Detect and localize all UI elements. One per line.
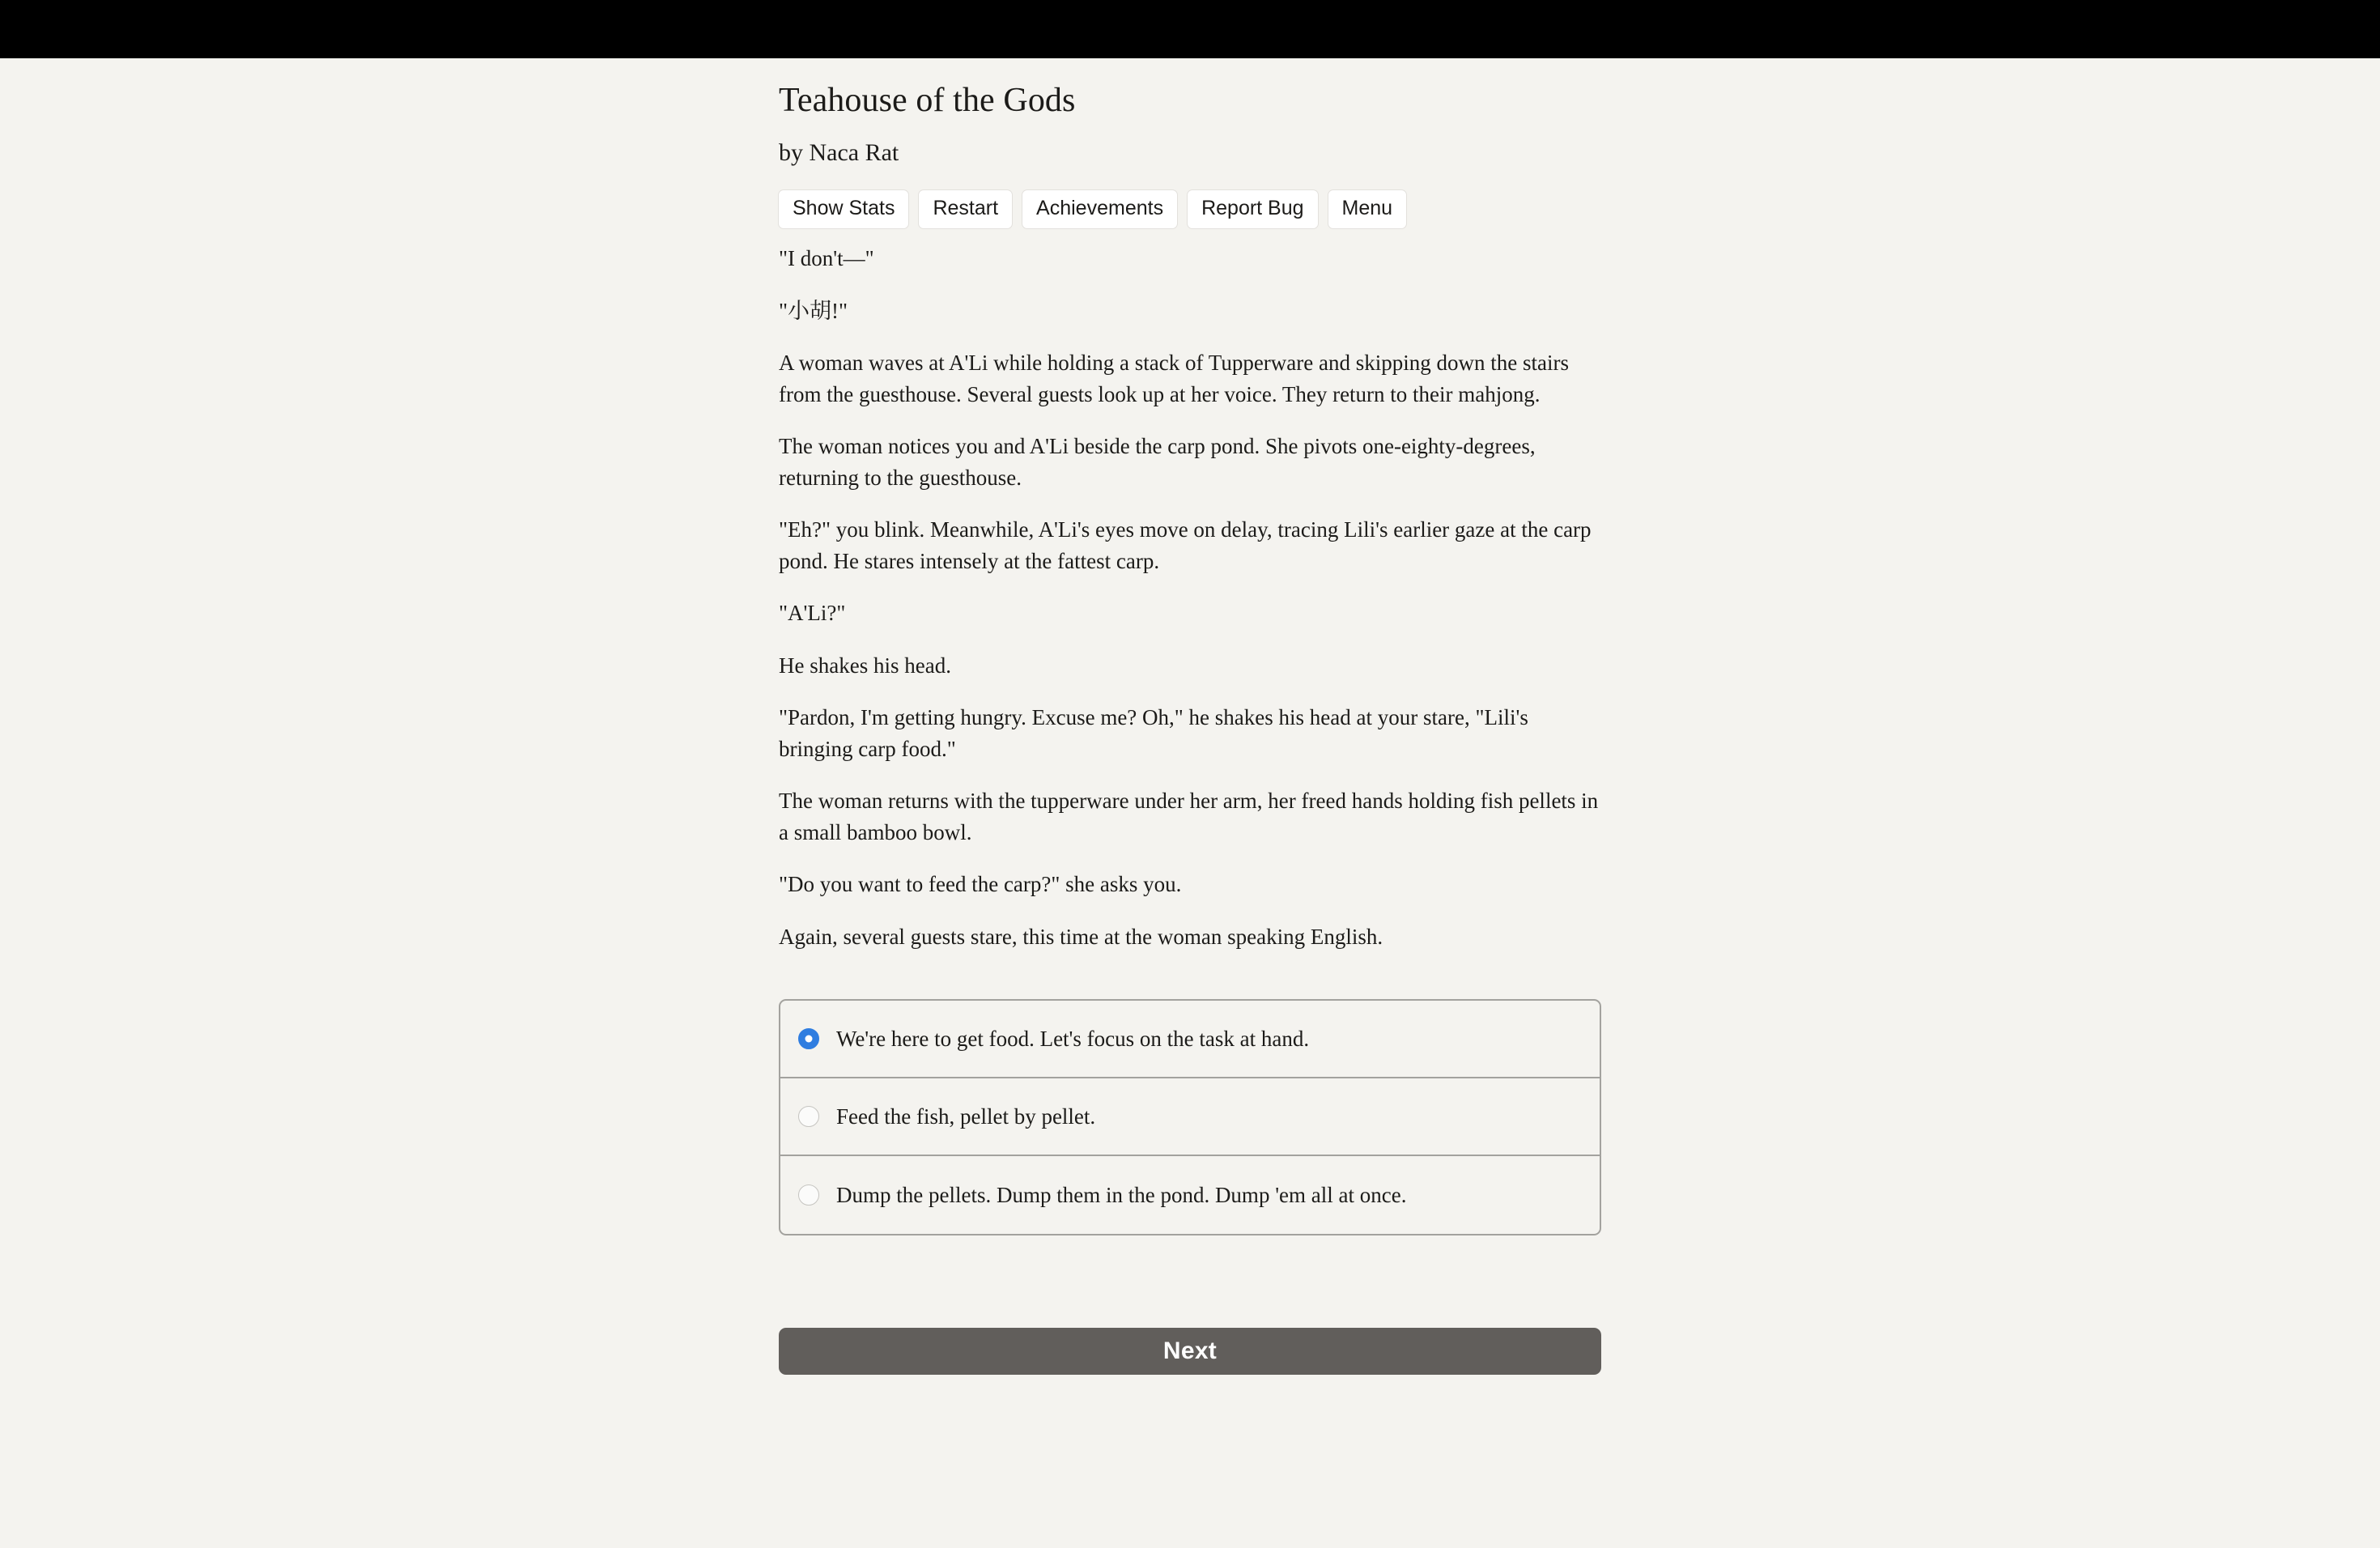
author-byline: by Naca Rat <box>779 139 899 166</box>
story-text <box>779 243 1601 952</box>
menu-button[interactable]: Menu <box>1328 189 1408 229</box>
story-paragraph: "Eh?" you blink. Meanwhile, A'Li's eyes move on delay, tracing Lili's earlier gaze at the carp pond. He stares intensely at the fattest carp. <box>779 517 1592 573</box>
top-black-bar <box>0 0 2380 58</box>
story-paragraph: "Pardon, I'm getting hungry. Excuse me? Oh," he shakes his head at your stare, "Lili's bringing carp food." <box>779 705 1528 761</box>
story-paragraph: "Do you want to feed the carp?" she asks you. <box>779 872 1182 896</box>
achievements-button[interactable]: Achievements <box>1022 189 1178 229</box>
choice-label: Feed the fish, pellet by pellet. <box>836 1104 1096 1129</box>
story-paragraph: The woman returns with the tupperware under her arm, her freed hands holding fish pellets in a small bamboo bowl. <box>779 789 1599 844</box>
page-title: Teahouse of the Gods <box>779 82 1076 119</box>
next-button[interactable]: Next <box>779 1328 1601 1375</box>
story-paragraph: The woman notices you and A'Li beside the carp pond. She pivots one-eighty-degrees, returning to the guesthouse. <box>779 434 1536 490</box>
choice-label: We're here to get food. Let's focus on the task at hand. <box>836 1026 1310 1051</box>
story-paragraph: "I don't—" <box>779 246 874 270</box>
show-stats-button[interactable]: Show Stats <box>778 189 909 229</box>
radio-button-icon[interactable] <box>798 1184 819 1206</box>
report-bug-button[interactable]: Report Bug <box>1187 189 1318 229</box>
story-paragraph: "A'Li?" <box>779 601 846 625</box>
choice-option-2[interactable] <box>780 1078 1600 1156</box>
choice-label: Dump the pellets. Dump them in the pond. Dump 'em all at once. <box>836 1182 1407 1207</box>
story-paragraph: Again, several guests stare, this time at the woman speaking English. <box>779 924 1383 949</box>
story-page <box>0 58 2380 1548</box>
radio-button-icon[interactable] <box>798 1028 819 1049</box>
choice-option-1[interactable] <box>780 1001 1600 1078</box>
restart-button[interactable]: Restart <box>918 189 1013 229</box>
choice-list <box>779 999 1601 1235</box>
story-paragraph: He shakes his head. <box>779 653 951 678</box>
toolbar <box>778 189 1407 229</box>
radio-button-icon[interactable] <box>798 1106 819 1127</box>
story-paragraph: A woman waves at A'Li while holding a stack of Tupperware and skipping down the stairs from the guesthouse. Several guests look up at her voice. They return to their mahjong. <box>779 351 1569 406</box>
story-paragraph: "小胡!" <box>779 298 848 323</box>
choice-option-3[interactable] <box>780 1156 1600 1234</box>
